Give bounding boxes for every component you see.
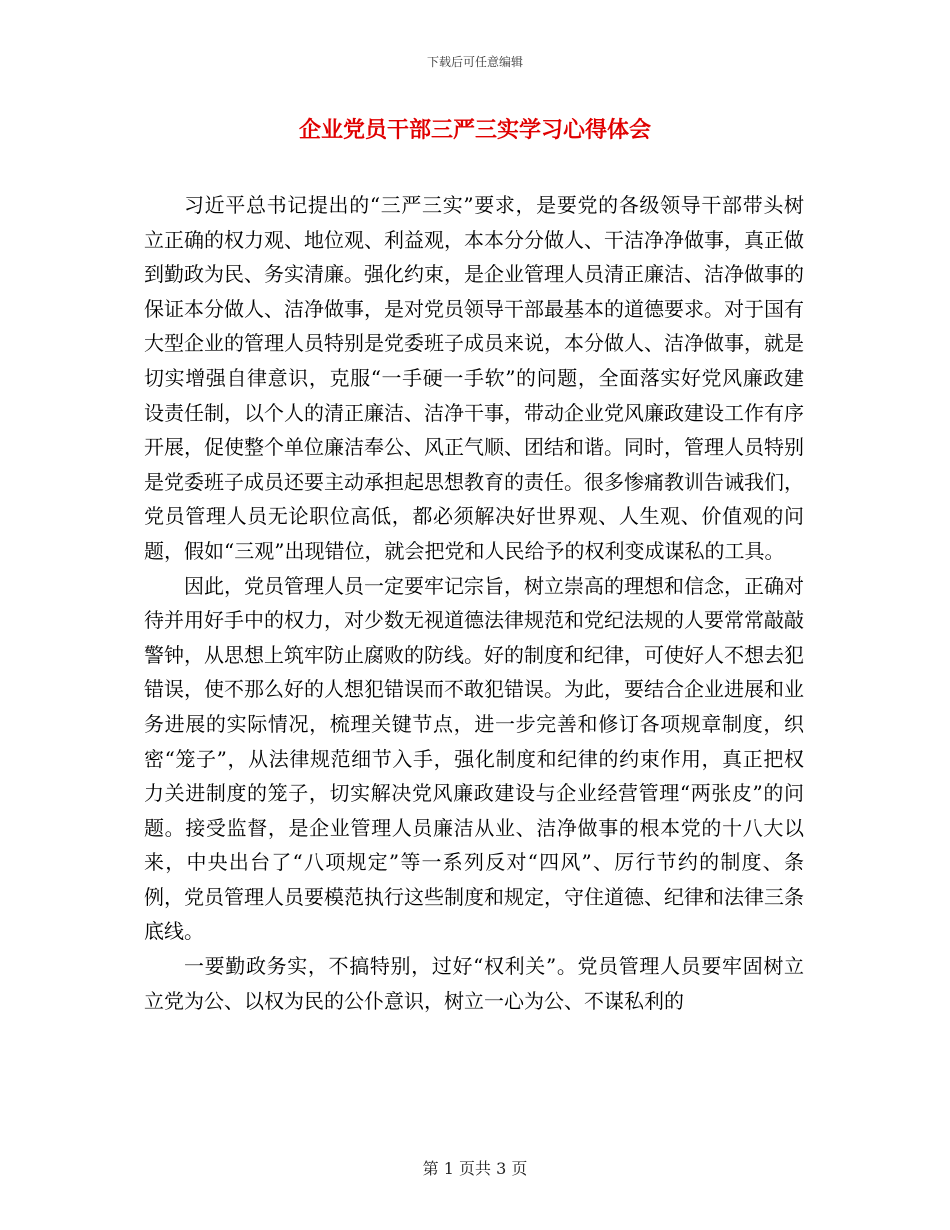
page-number-footer: 第 1 页共 3 页 bbox=[422, 1159, 528, 1178]
page-header-note: 下载后可任意编辑 bbox=[426, 55, 523, 69]
document-title: 企业党员干部三严三实学习心得体会 bbox=[298, 117, 651, 143]
document-body bbox=[144, 188, 804, 1018]
paragraph-3: 一要勤政务实，不搞特别，过好“权利关”。党员管理人员要牢固树立立党为公、以权为民的公仆意识，树立一心为公、不谋私利的 bbox=[144, 954, 804, 1013]
paragraph-1: 习近平总书记提出的“三严三实”要求，是要党的各级领导干部带头树立正确的权力观、地位观、利益观，本本分分做人、干洁净净做事，真正做到勤政为民、务实清廉。强化约束，是企业管理人员清正廉洁、洁净做事的保证本分做人、洁净做事，是对党员领导干部最基本的道德要求。对于国有大型企业的管理人员特别是党委班子成员来说，本分做人、洁净做事，就是切实增强自律意识，克服“一手硬一手软”的问题，全面落实好党风廉政建设责任制，以个人的清正廉洁、洁净干事，带动企业党风廉政建设工作有序开展，促使整个单位廉洁奉公、风正气顺、团结和谐。同时，管理人员特别是党委班子成员还要主动承担起思想教育的责任。很多惨痛教训告诫我们，党员管理人员无论职位高低，都必须解决好世界观、人生观、价值观的问题，假如“三观”出现错位，就会把党和人民给予的权利变成谋私的工具。 bbox=[144, 193, 804, 563]
paragraph-2: 因此，党员管理人员一定要牢记宗旨，树立崇高的理想和信念，正确对待并用好手中的权力，对少数无视道德法律规范和党纪法规的人要常常敲敲警钟，从思想上筑牢防止腐败的防线。好的制度和纪律，可使好人不想去犯错误，使不那么好的人想犯错误而不敢犯错误。为此，要结合企业进展和业务进展的实际情况，梳理关键节点，进一步完善和修订各项规章制度，织密“笼子”，从法律规范细节入手，强化制度和纪律的约束作用，真正把权力关进制度的笼子，切实解决党风廉政建设与企业经营管理“两张皮”的问题。接受监督，是企业管理人员廉洁从业、洁净做事的根本党的十八大以来，中央出台了“八项规定”等一系列反对“四风”、厉行节约的制度、条例，党员管理人员要模范执行这些制度和规定，守住道德、纪律和法律三条底线。 bbox=[144, 573, 804, 944]
